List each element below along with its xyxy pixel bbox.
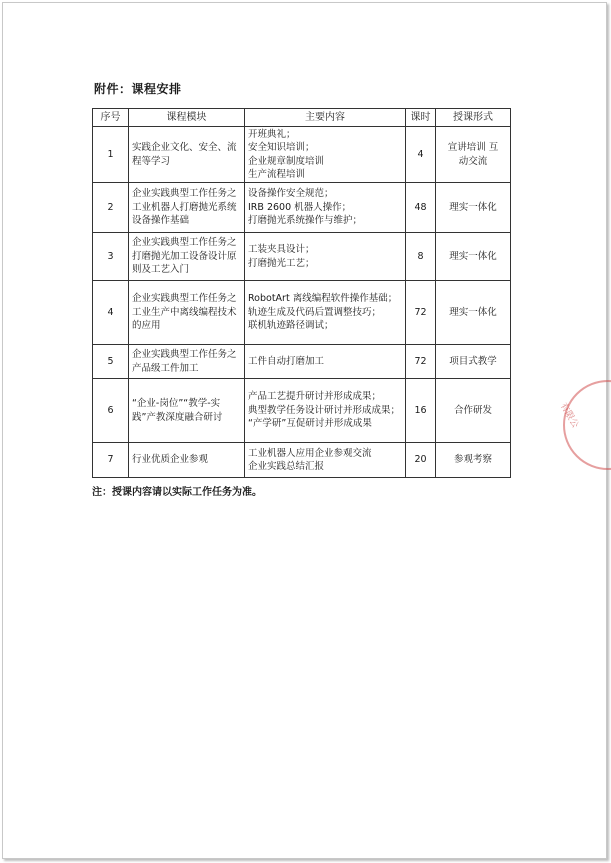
- row-hours: 20: [406, 443, 436, 478]
- row-hours: 72: [406, 281, 436, 345]
- row-content: [245, 233, 406, 281]
- row-content: [245, 183, 406, 233]
- content-line: “产学研”互促研讨并形成成果: [248, 418, 372, 430]
- content-line: 典型教学任务设计研讨并形成成果；: [248, 404, 401, 416]
- row-index: 1: [93, 127, 129, 183]
- table-header-row: [93, 109, 511, 127]
- table-row: [93, 127, 511, 183]
- row-hours: 72: [406, 345, 436, 379]
- table-row: [93, 379, 511, 443]
- header-module: 课程模块: [129, 109, 245, 127]
- row-module: 企业实践典型工作任务之工业机器人打磨抛光系统设备操作基础: [129, 183, 245, 233]
- footnote: 注：授课内容请以实际工作任务为准。: [92, 487, 262, 498]
- row-form: 合作研发: [436, 379, 511, 443]
- row-form: 参观考察: [436, 443, 511, 478]
- row-index: 7: [93, 443, 129, 478]
- table-row: [93, 183, 511, 233]
- row-index: 4: [93, 281, 129, 345]
- row-content: [245, 281, 406, 345]
- row-module: 企业实践典型工作任务之产品级工件加工: [129, 345, 245, 379]
- row-content: [245, 379, 406, 443]
- row-index: 6: [93, 379, 129, 443]
- row-module: 企业实践典型工作任务之打磨抛光加工设备设计原则及工艺入门: [129, 233, 245, 281]
- row-module: “企业-岗位”“教学-实践”产教深度融合研讨: [129, 379, 245, 443]
- content-line: RobotArt 离线编程软件操作基础；: [248, 293, 398, 305]
- header-content: 主要内容: [245, 109, 406, 127]
- content-line: IRB 2600 机器人操作；: [248, 201, 352, 213]
- row-form: 理实一体化: [436, 183, 511, 233]
- row-content: [245, 345, 406, 379]
- table-row: [93, 443, 511, 478]
- row-module: 企业实践典型工作任务之工业生产中离线编程技术的应用: [129, 281, 245, 345]
- row-module: 行业优质企业参观: [129, 443, 245, 478]
- form-text: 宣讲培训 互动交流: [447, 142, 499, 167]
- header-form: 授课形式: [436, 109, 511, 127]
- row-hours: 4: [406, 127, 436, 183]
- content-line: 生产流程培训: [248, 169, 306, 180]
- content-line: 工业机器人应用企业参观交流: [248, 447, 372, 459]
- header-hours: 课时: [406, 109, 436, 127]
- row-form: 项目式教学: [436, 345, 511, 379]
- content-line: 联机轨迹路径调试；: [248, 320, 334, 332]
- row-module: 实践企业文化、安全、流程等学习: [129, 127, 245, 183]
- seal-lettering: 有限公: [557, 401, 580, 430]
- row-hours: 16: [406, 379, 436, 443]
- table-row: [93, 345, 511, 379]
- content-line: 轨迹生成及代码后置调整技巧；: [248, 306, 382, 318]
- header-index: 序号: [93, 109, 129, 127]
- content-line: 开班典礼；: [248, 128, 296, 140]
- document-heading: 附件：课程安排: [94, 82, 182, 96]
- row-form: [436, 127, 511, 183]
- table-row: [93, 281, 511, 345]
- row-index: 3: [93, 233, 129, 281]
- content-line: 工件自动打磨加工: [248, 355, 325, 367]
- content-line: 工装夹具设计；: [248, 244, 315, 255]
- row-hours: 8: [406, 233, 436, 281]
- row-content: [245, 127, 406, 183]
- row-index: 5: [93, 345, 129, 379]
- row-index: 2: [93, 183, 129, 233]
- content-line: 企业规章制度培训: [248, 155, 325, 167]
- table-row: [93, 233, 511, 281]
- content-line: 企业实践总结汇报: [248, 461, 325, 472]
- content-line: 打磨抛光系统操作与维护；: [248, 215, 363, 227]
- row-content: [245, 443, 406, 478]
- content-line: 设备操作安全规范；: [248, 188, 334, 200]
- row-hours: 48: [406, 183, 436, 233]
- course-schedule-table: [92, 108, 511, 478]
- row-form: 理实一体化: [436, 281, 511, 345]
- content-line: 安全知识培训；: [248, 142, 315, 153]
- content-line: 产品工艺提升研讨并形成成果；: [248, 391, 382, 403]
- row-form: 理实一体化: [436, 233, 511, 281]
- content-line: 打磨抛光工艺；: [248, 257, 315, 269]
